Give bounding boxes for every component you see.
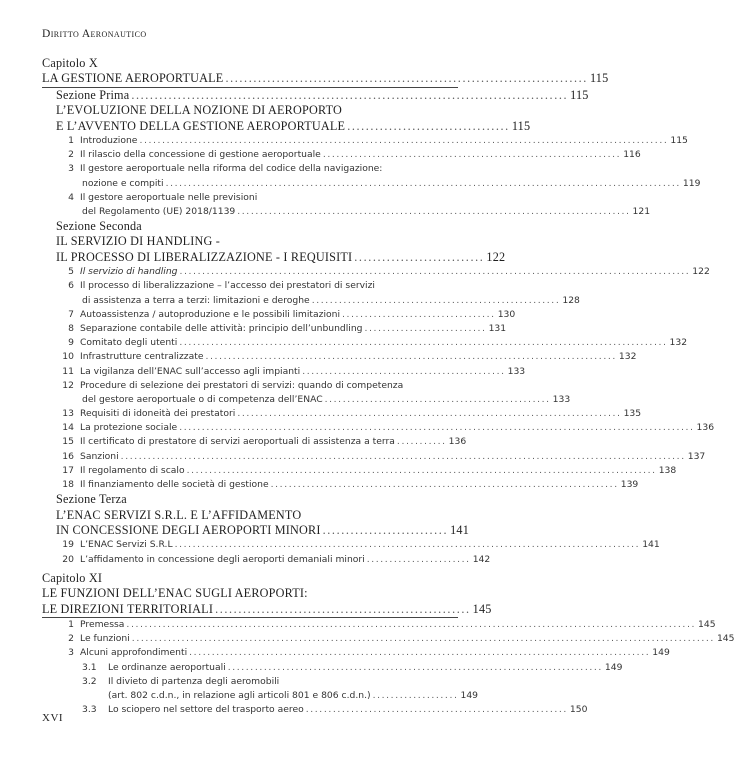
toc-entry[interactable]: 7 Autoassistenza / autoproduzione e le possibili limitazioni .................................. 130 — [68, 308, 516, 320]
chapter-label: Capitolo X — [42, 55, 98, 70]
toc-entry[interactable]: 1 Introduzione ..................................................................................................................... 115 — [68, 134, 688, 146]
section-title: IL SERVIZIO DI HANDLING - — [56, 234, 221, 249]
toc-entry: 12 Procedure di selezione dei prestatori di servizi: quando di competenza — [62, 379, 404, 391]
toc-entry[interactable]: 3 Alcuni approfondimenti ...................................................................................................... 149 — [68, 647, 670, 659]
toc-subentry-continued[interactable]: (art. 802 c.d.n., in relazione agli articoli 801 e 806 c.d.n.) ................... 149 — [108, 689, 479, 701]
toc-entry[interactable]: 1 Premessa .............................................................................................................................. 145 — [68, 618, 716, 630]
running-header: Diritto Aeronautico — [42, 28, 147, 40]
toc-subentry[interactable]: 3.3 Lo sciopero nel settore del trasporto aereo .......................................................... 150 — [82, 704, 588, 716]
chapter-title[interactable]: LE DIREZIONI TERRITORIALI ....................................................... 145 — [42, 602, 458, 618]
toc-entry-continued[interactable]: del Regolamento (UE) 2018/1139 ....................................................................................... 121 — [82, 205, 651, 217]
chapter-title: LE FUNZIONI DELL’ENAC SUGLI AEROPORTI: — [42, 586, 308, 601]
toc-entry[interactable]: 10 Infrastrutture centralizzate ........................................................................................... 132 — [62, 351, 637, 363]
toc-subentry: 3.2 Il divieto di partenza degli aeromobili — [82, 675, 280, 687]
toc-entry[interactable]: 16 Sanzioni ............................................................................................................................. 137 — [62, 450, 706, 462]
toc-entry[interactable]: 2 Il rilascio della concessione di gestione aeroportuale .................................................................. 116 — [68, 149, 641, 161]
toc-subentry[interactable]: 3.1 Le ordinanze aeroportuali ................................................................................... 149 — [82, 661, 623, 673]
section-title: L’EVOLUZIONE DELLA NOZIONE DI AEROPORTO — [56, 103, 342, 118]
toc-entry[interactable]: 5 Il servizio di handling ................................................................................................................. 122 — [68, 266, 710, 278]
toc-entry[interactable]: 9 Comitato degli utenti ............................................................................................................ 132 — [68, 337, 688, 349]
toc-entry-continued[interactable]: nozione e compiti .................................................................................................................. 119 — [82, 177, 701, 189]
toc-entry[interactable]: 13 Requisiti di idoneità dei prestatori ..................................................................................... 135 — [62, 408, 642, 420]
toc-entry: 6 Il processo di liberalizzazione – l’accesso dei prestatori di servizi — [68, 280, 375, 292]
toc-entry[interactable]: 18 Il finanziamento delle società di gestione ............................................................................. 139 — [62, 479, 639, 491]
page-number: XVI — [42, 712, 64, 724]
toc-entry[interactable]: 20 L’affidamento in concessione degli aeroporti demaniali minori ....................... 142 — [62, 553, 491, 565]
toc-entry: 3 Il gestore aeroportuale nella riforma del codice della navigazione: — [68, 163, 383, 175]
chapter-label: Capitolo XI — [42, 570, 103, 585]
toc-entry[interactable]: 8 Separazione contabile delle attività: principio dell’unbundling ........................... 131 — [68, 322, 507, 334]
toc-entry: 4 Il gestore aeroportuale nelle previsioni — [68, 191, 258, 203]
toc-entry-continued[interactable]: di assistenza a terra a terzi: limitazioni e deroghe ....................................................... 128 — [82, 294, 580, 306]
section-label: Sezione Terza — [56, 492, 127, 507]
chapter-title[interactable]: LA GESTIONE AEROPORTUALE .............................................................................. 115 — [42, 71, 458, 87]
toc-entry[interactable]: 19 L’ENAC Servizi S.R.L ....................................................................................................... 141 — [62, 539, 660, 551]
section-title: L’ENAC SERVIZI S.R.L. E L’AFFIDAMENTO — [56, 507, 302, 522]
toc-entry[interactable]: 14 La protezione sociale .................................................................................................................. 136 — [62, 422, 715, 434]
section-title[interactable]: IL PROCESSO DI LIBERALIZZAZIONE - I REQUISITI ............................ 122 — [56, 249, 506, 264]
section-title[interactable]: IN CONCESSIONE DEGLI AEROPORTI MINORI ........................... 141 — [56, 523, 469, 538]
toc-entry[interactable]: 17 Il regolamento di scalo ........................................................................................................ 138 — [62, 464, 677, 476]
toc-entry[interactable]: 11 La vigilanza dell’ENAC sull’accesso agli impianti ............................................. 133 — [62, 365, 526, 377]
table-of-contents — [42, 55, 734, 717]
toc-entry-continued[interactable]: del gestore aeroportuale o di competenza dell’ENAC .................................................. 133 — [82, 393, 571, 405]
section-title[interactable]: E L’AVVENTO DELLA GESTIONE AEROPORTUALE ................................... 115 — [56, 118, 531, 133]
section-label[interactable]: Sezione Prima .............................................................................................. 115 — [56, 87, 589, 102]
toc-entry[interactable]: 2 Le funzioni ................................................................................................................................. 145 — [68, 633, 734, 645]
toc-entry[interactable]: 15 Il certificato di prestatore di servizi aeroportuali di assistenza a terra ........... 136 — [62, 436, 467, 448]
section-label: Sezione Seconda — [56, 219, 142, 234]
